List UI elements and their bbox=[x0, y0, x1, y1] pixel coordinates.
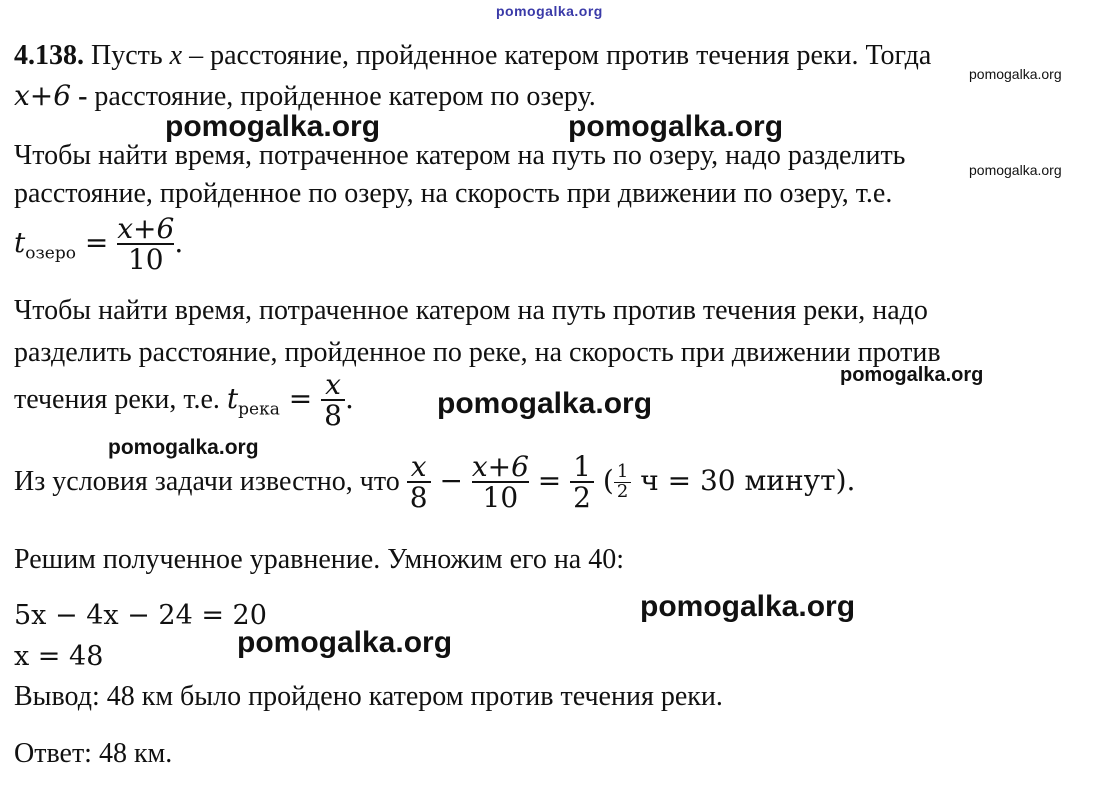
watermark: pomogalka.org bbox=[108, 436, 259, 459]
fraction-x-over-8 bbox=[407, 452, 431, 513]
problem-line-1 bbox=[14, 40, 931, 72]
period: . bbox=[174, 225, 184, 259]
watermark: pomogalka.org bbox=[237, 626, 453, 659]
answer: Ответ: 48 км. bbox=[14, 738, 173, 769]
minus-sign: − bbox=[439, 463, 463, 497]
watermark: pomogalka.org bbox=[165, 110, 381, 143]
fraction-river bbox=[321, 370, 345, 431]
t-symbol: t bbox=[226, 381, 239, 415]
fraction-numerator: 1 bbox=[616, 461, 629, 482]
equation-2: x = 48 bbox=[14, 641, 104, 672]
fraction-denominator: 10 bbox=[472, 481, 529, 512]
para1-line-1: Чтобы найти время, потраченное катером на путь по озеру, надо разделить bbox=[14, 140, 906, 171]
problem-number: 4.138. bbox=[14, 40, 84, 71]
t-subscript: река bbox=[238, 399, 280, 420]
watermark: pomogalka.org bbox=[568, 110, 784, 143]
period: . bbox=[344, 381, 354, 415]
equals-sign: = bbox=[288, 381, 313, 415]
fraction-numerator: x bbox=[410, 450, 427, 483]
variable-x: x bbox=[169, 40, 183, 71]
para1-line-2: расстояние, пройденное по озеру, на скорость при движении по озеру, т.е. bbox=[14, 178, 893, 209]
condition-line bbox=[14, 452, 855, 513]
dash: - bbox=[78, 81, 88, 112]
fraction-denominator: 2 bbox=[570, 481, 594, 512]
fraction-numerator: x+6 bbox=[117, 212, 175, 245]
fraction-denominator: 8 bbox=[407, 481, 431, 512]
t-subscript: озеро bbox=[25, 243, 76, 264]
formula-t-river bbox=[226, 368, 354, 433]
para2-line-1: Чтобы найти время, потраченное катером на путь против течения реки, надо bbox=[14, 295, 928, 326]
fraction-x6-over-10 bbox=[472, 452, 529, 513]
time-note: = 30 минут). bbox=[667, 463, 856, 497]
equals-sign: = bbox=[537, 463, 562, 497]
para2-line-3-text: течения реки, т.е. bbox=[14, 383, 220, 415]
expr-x-plus-6: x+6 bbox=[14, 79, 72, 112]
formula-t-lake bbox=[14, 214, 183, 275]
equals-sign: = bbox=[84, 225, 109, 259]
open-paren: ( bbox=[602, 463, 614, 497]
fraction-denominator: 2 bbox=[614, 482, 631, 502]
watermark: pomogalka.org bbox=[840, 364, 984, 386]
condition-equation bbox=[407, 450, 856, 515]
hour-unit: ч bbox=[640, 463, 659, 497]
fraction-one-half bbox=[570, 452, 594, 513]
watermark: pomogalka.org bbox=[640, 590, 856, 623]
problem-line-1-tail: – расстояние, пройденное катером против течения реки. Тогда bbox=[189, 40, 932, 71]
watermark: pomogalka.org bbox=[969, 162, 1062, 178]
fraction-denominator: 10 bbox=[117, 243, 174, 274]
t-symbol: t bbox=[14, 225, 26, 259]
condition-text: Из условия задачи известно, что bbox=[14, 465, 400, 497]
watermark-top: pomogalka.org bbox=[496, 3, 603, 19]
problem-line-2-tail: расстояние, пройденное катером по озеру. bbox=[94, 81, 596, 112]
problem-intro: Пусть bbox=[91, 40, 163, 71]
fraction-small-half bbox=[614, 463, 631, 502]
para2-line-3 bbox=[14, 370, 354, 431]
para2-line-2: разделить расстояние, пройденное по реке, на скорость при движении против bbox=[14, 337, 941, 368]
fraction-lake bbox=[117, 214, 174, 275]
equation-1: 5x − 4x − 24 = 20 bbox=[14, 600, 267, 631]
solve-intro: Решим полученное уравнение. Умножим его на 40: bbox=[14, 544, 625, 575]
watermark: pomogalka.org bbox=[437, 387, 653, 420]
fraction-numerator: 1 bbox=[573, 450, 591, 483]
watermark: pomogalka.org bbox=[969, 66, 1062, 82]
conclusion: Вывод: 48 км было пройдено катером против течения реки. bbox=[14, 681, 723, 712]
fraction-numerator: x bbox=[325, 368, 341, 401]
fraction-denominator: 8 bbox=[321, 399, 345, 430]
fraction-numerator: x+6 bbox=[471, 450, 529, 483]
problem-line-2 bbox=[14, 80, 596, 113]
